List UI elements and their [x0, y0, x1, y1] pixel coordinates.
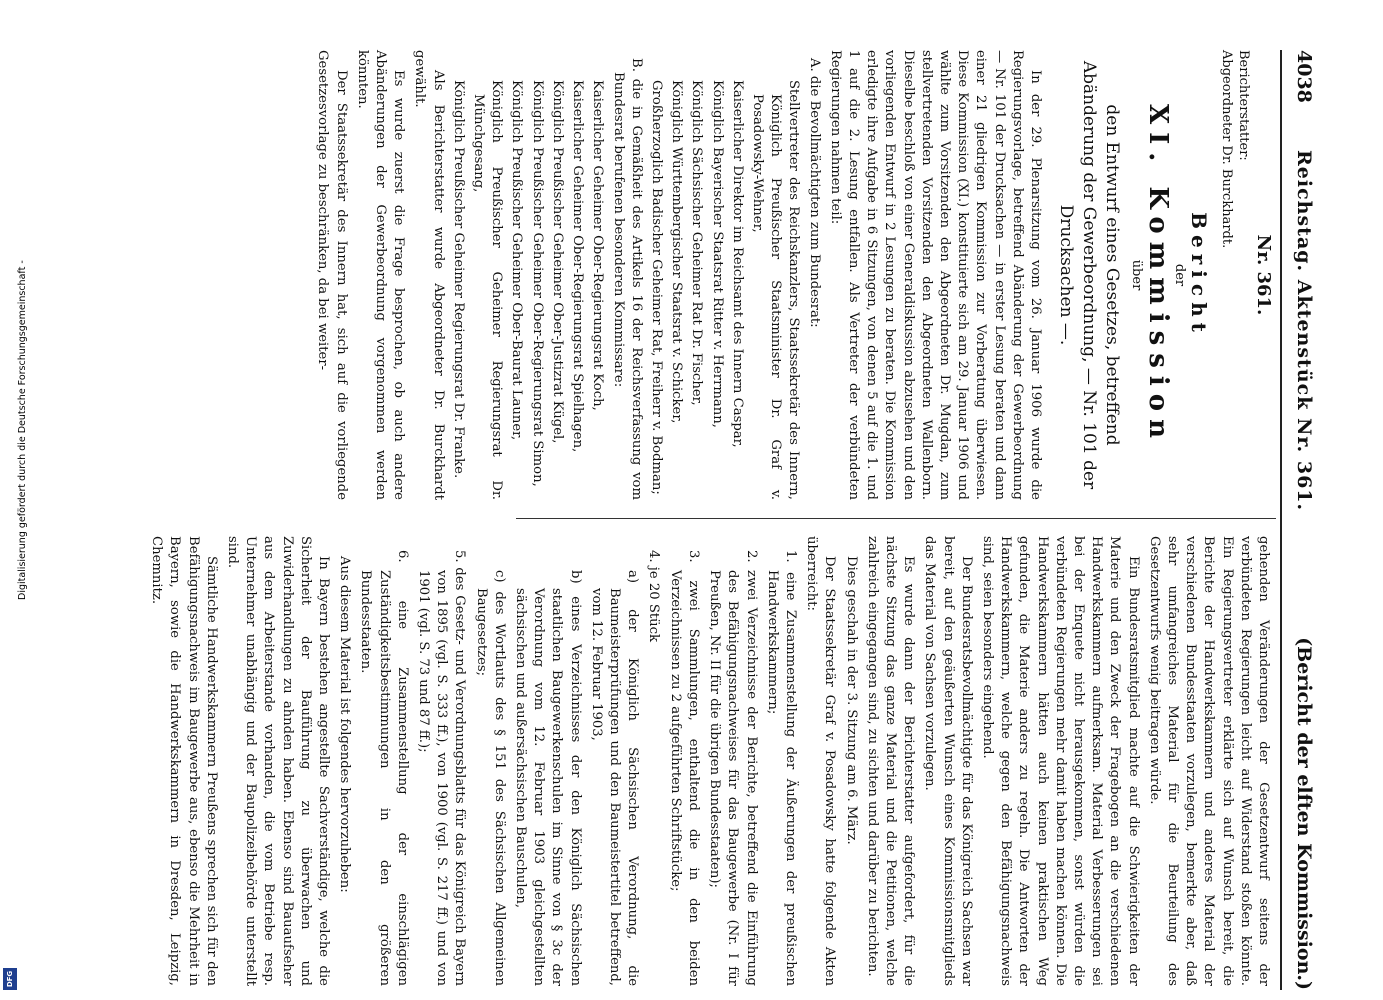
- dfg-logo-icon: [3, 968, 17, 990]
- paragraph: Es wurde zuerst die Frage besprochen, ob auch andere Abänderungen der Gewerbeordnung vorgenommen werden könnten.: [354, 50, 407, 500]
- paragraph: Ein Bundesratsmitglied machte auf die Schwierigkeiten der Materie und den Zweck der Fragebogen an die verschiedenen Handwerkskammern aufmerksam. Material Verbesserungen sei bei der Enquete nicht herausgekommen, sonst würden die verbündeten Regierungen mehr damit haben machen können. Die Handwerkskammern hätten auch keinen praktischen Weg gefunden, die Materie anders zu regeln. Die Antworten der Handwerkskammern, welche gegen den Befähigungsnachweis sind, seien besonders eingehend.: [979, 536, 1141, 986]
- paragraph: Der Staatssekretär Graf v. Posadowsky hatte folgende Akten überreicht:: [804, 536, 838, 986]
- digitization-credit: [0, 0, 28, 1000]
- list-item: Königlich Preußischer Geheimer Regierungsrat Dr. Franke.: [450, 80, 466, 479]
- paragraph: Sämtliche Handwerkskammern Preußens sprechen sich für den Befähigungsnachweis im Baugewerbe aus, ebenso die Mehrheit in Bayern, sowie die Handwerkskammern in Dresden, Leipzig, Chemnitz.: [149, 536, 219, 986]
- right-column: [144, 536, 1272, 986]
- list-item: Kaiserlicher Direktor im Reichsamt des Innern Caspar,: [729, 80, 745, 448]
- section-a-heading: A. die Bevollmächtigten zum Bundesrat:: [806, 58, 822, 328]
- kommission-heading: XI. Kommission: [1143, 103, 1174, 447]
- sub-list-item: c) des Wortlauts des § 151 des Sächsischen Allgemeinen Baugesetzes;: [473, 570, 507, 986]
- left-column: [310, 50, 1272, 500]
- header-right: (Bericht der elften Kommission.): [1293, 637, 1315, 990]
- list-item: 6. eine Zusammenstellung der einschlägigen Zuständigkeitsbestimmungen in den größeren Bundesstaaten.: [358, 550, 410, 986]
- list-item: Stellvertreter des Reichskanzlers, Staatssekretär des Innern, Königlich Preußischer Staatsminister Dr. Graf v. Posadowsky-Wehner,: [749, 80, 802, 500]
- ueber-word: über: [1129, 259, 1145, 291]
- list-item: 3. zwei Sammlungen, enthaltend die in den beiden Verzeichnissen zu 2 aufgeführten Schriftstücke;: [667, 550, 701, 986]
- paragraph: In Bayern bestehen angestellte Sachverständige, welche die Sicherheit der Bauführung zu überwachen und Zuwiderhandlungen zu ahnden haben. Ebenso sind Bauaufseher aus dem Arbeiterstande vorhanden, die vom Betriebe resp. Unternehmer unabhängig und der Baupolizeibehörde unterstellt sind.: [225, 536, 332, 986]
- paragraph: Der Staatssekretär des Innern hat, sich auf die vorliegende Gesetzesvorlage zu beschränken, da bei weiter-: [315, 50, 349, 500]
- list-item: 1. eine Zusammenstellung der Äußerungen der preußischen Handwerkskammern;: [764, 550, 798, 986]
- page-header: [1284, 50, 1324, 990]
- list-item: Großherzoglich Badischer Geheimer Rat, Freiherr v. Bodman;: [648, 80, 664, 495]
- list-item: Königlich Preußischer Geheimer Ober-Justizrat Kügel,: [549, 80, 565, 444]
- sub-list-item: a) der Königlich Sächsischen Verordnung, die Baumeisterprüfungen und den Baumeistertitel betreffend, vom 12. Februar 1903,: [588, 570, 641, 986]
- section-b-heading: B. die in Gemäßheit des Artikels 16 der Reichsverfassung vom Bundesrat berufenen besonderen Kommissare:: [610, 58, 644, 500]
- credit-text: Digitalisierung gefördert durch die Deutsche Forschungsgemeinschaft -: [17, 260, 28, 600]
- bericht-heading: Bericht: [1186, 212, 1211, 338]
- paragraph: Als Berichterstatter wurde Abgeordneter Dr. Burckhardt gewählt.: [412, 50, 446, 500]
- document-number: Nr. 361.: [1253, 234, 1274, 316]
- list-item: 4. je 20 Stück: [646, 550, 662, 643]
- list-item: Königlich Preußischer Geheimer Regierungsrat Dr. Münchgesang,: [471, 80, 505, 500]
- list-item: 2. zwei Verzeichnisse der Berichte, betreffend die Einführung des Befähigungsnachweises für das Baugewerbe (Nr. I für Preußen, Nr. II für die übrigen Bundesstaaten);: [707, 550, 759, 986]
- list-item: Königlich Sächsischer Geheimer Rat Dr. Fischer,: [689, 80, 705, 406]
- list-item: Kaiserlicher Geheimer Ober-Regierungsrat Koch,: [590, 80, 606, 411]
- paragraph: Dies geschah in der 3. Sitzung am 6. März.: [843, 556, 859, 845]
- sub-list-item: b) eines Verzeichnisses der den Königlich Sächsischen staatlichen Baugewerkenschulen im Sinne von § 3c der Verordnung vom 12. Februar 1903 gleichgestellten sächsischen und außersächsischen Bauschulen,: [513, 570, 583, 986]
- logo-text: DFG: [6, 970, 14, 988]
- list-item: Königlich Preußischer Geheimer Ober-Baurat Launer,: [509, 80, 525, 441]
- list-item: Königlich Bayerischer Staatsrat Ritter v. Herrmann,: [709, 80, 725, 428]
- rotated-document-sheet: [34, 50, 1324, 990]
- paragraph: Aus diesem Material ist folgendes hervorzuheben:: [337, 556, 353, 893]
- reporter-label: Berichterstatter:: [1235, 50, 1251, 161]
- report-title: den Entwurf eines Gesetzes, betreffend Abänderung der Gewerbeordnung, — Nr. 101 der Drucksachen —.: [1055, 60, 1122, 490]
- page-number: 4038: [1293, 50, 1315, 103]
- der-word: der: [1171, 263, 1187, 287]
- paragraph: Es wurde dann der Berichterstatter aufgefordert, für die nächste Sitzung das ganze Material und die Petitionen, welche zahlreich eingegangen sind, zu sichten und darüber zu berichten.: [864, 536, 917, 986]
- header-center: Reichstag. Aktenstück Nr. 361.: [1293, 150, 1315, 512]
- header-rule: [1280, 50, 1282, 990]
- list-item: 5. des Gesetz- und Verordnungsblatts für das Königreich Bayern von 1895 (vgl. S. 333 ff.), von 1900 (vgl. S. 217 ff.) und von 1901 (vgl. S. 73 und 87 ff.);: [416, 550, 468, 986]
- list-item: Königlich Württembergischer Staatsrat v. Schicker,: [669, 80, 685, 424]
- column-divider: [516, 518, 1276, 519]
- paragraph: Der Bundesratsbevollmächtigte für das Königreich Sachsen war bereit, auf den geäußerten Wunsch eines Kommissionsmitglieds das Material von Sachsen vorzulegen.: [922, 536, 974, 986]
- paragraph: In der 29. Plenarsitzung vom 26. Januar 1906 wurde die Regierungsvorlage, betreffend Abänderung der Gewerbeordnung — Nr. 101 der Drucksachen — in erster Lesung beraten und dann einer 21 gliedrigen Kommission zur Vorberatung überwiesen. Diese Kommission (XI.) konstituierte sich am 29. Januar 1906 und wählte zum Vorsitzenden den Abgeordneten Dr. Mugdan, zum stellvertretenden Vorsitzenden den Abgeordneten Wallenborn. Dieselbe beschloß von einer Generaldiskussion abzusehen und den vorliegenden Entwurf in 2 Lesungen zu beraten. Die Kommission erledigte ihre Aufgabe in 6 Sitzungen, von denen 5 auf die 1. und 1 auf die 2. Lesung entfallen. Als Vertreter der verbündeten Regierungen nahmen teil:: [827, 50, 1043, 500]
- reporter-name: Abgeordneter Dr. Burckhardt.: [1218, 50, 1234, 249]
- list-item: Königlich Preußischer Geheimer Ober-Regierungsrat Simon,: [529, 80, 545, 487]
- list-item: Kaiserlicher Geheimer Ober-Regierungsrat Spielhagen,: [570, 80, 586, 453]
- paragraph: gehenden Veränderungen der Gesetzentwurf seitens der verbündeten Regierungen leicht auf Widerstand stoßen könnte. Ein Regierungsvertreter erklärte sich auf Wunsch bereit, die Berichte der Handwerkskammern und anderes Material der verschiedenen Bundesstaaten vorzulegen, bemerkte aber, daß sehr umfangreiches Material für die Beurteilung des Gesetzentwurfs wenig beitragen würde.: [1146, 536, 1271, 986]
